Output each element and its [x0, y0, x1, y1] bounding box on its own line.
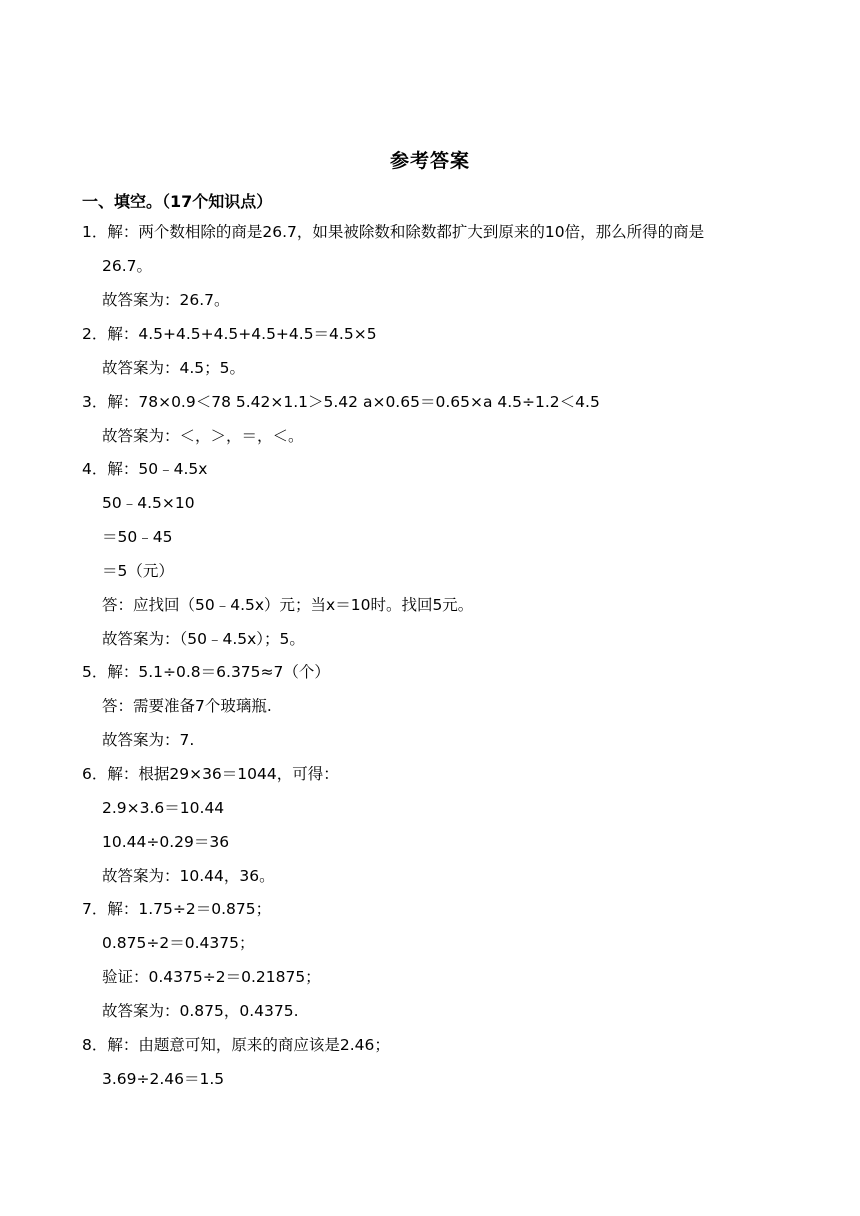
answer-line: 故答案为：10.44，36。 [102, 867, 275, 885]
answer-line: ＝50﹣45 [102, 528, 173, 546]
answer-line: 故答案为：7. [102, 731, 195, 749]
page-title: 参考答案 [389, 150, 470, 172]
answer-line: 故答案为：4.5；5。 [102, 359, 246, 377]
section-heading: 一、填空。（17个知识点） [82, 192, 273, 211]
answer-line: 6．解：根据29×36＝1044，可得： [82, 765, 339, 783]
answer-line: 故答案为：＜，＞，＝，＜。 [102, 427, 304, 445]
answer-line: 故答案为：26.7。 [102, 291, 230, 309]
answer-line: 1．解：两个数相除的商是26.7，如果被除数和除数都扩大到原来的10倍，那么所得的商是 [82, 223, 705, 241]
answer-line: 故答案为：0.875，0.4375. [102, 1002, 299, 1020]
answer-line: 10.44÷0.29＝36 [102, 833, 230, 851]
answer-line: ＝5（元） [102, 562, 174, 580]
answer-line: 5．解：5.1÷0.8＝6.375≈7（个） [82, 663, 330, 681]
answer-line: 验证：0.4375÷2＝0.21875； [102, 968, 321, 986]
answer-line: 3．解：78×0.9＜78 5.42×1.1＞5.42 a×0.65＝0.65×a 4.5÷1.2＜4.5 [82, 393, 600, 411]
answer-line: 3.69÷2.46＝1.5 [102, 1070, 225, 1088]
answer-line: 26.7。 [102, 257, 153, 275]
answer-line: 答：需要准备7个玻璃瓶. [102, 697, 272, 715]
answer-line: 7．解：1.75÷2＝0.875； [82, 900, 272, 918]
answer-line: 8．解：由题意可知，原来的商应该是2.46； [82, 1036, 390, 1054]
answer-line: 4．解：50﹣4.5x [82, 460, 208, 478]
answer-line: 0.875÷2＝0.4375； [102, 934, 255, 952]
answer-line: 2．解：4.5+4.5+4.5+4.5+4.5＝4.5×5 [82, 325, 377, 343]
answer-line: 故答案为：（50﹣4.5x）；5。 [102, 630, 305, 648]
answer-line: 2.9×3.6＝10.44 [102, 799, 225, 817]
answer-line: 答：应找回（50﹣4.5x）元；当x＝10时。找回5元。 [102, 596, 474, 614]
answer-line: 50﹣4.5×10 [102, 494, 195, 512]
